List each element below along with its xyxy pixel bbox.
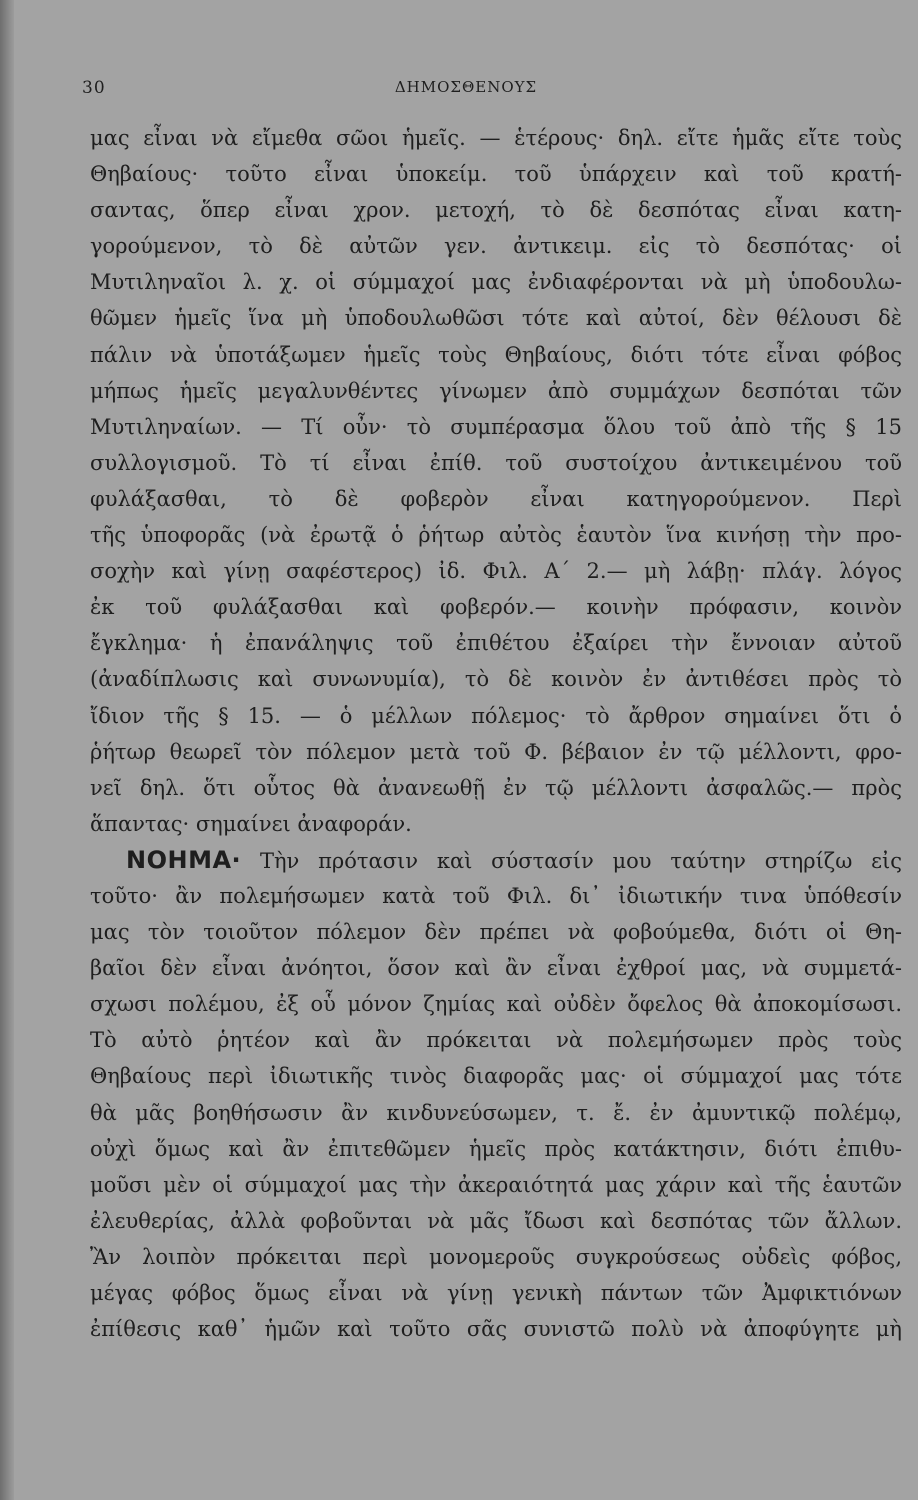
text-line: θῶμεν ἡμεῖς ἵνα μὴ ὑποδουλωθῶσι τότε καὶ αὐτοί, δὲν θέλουσι δὲ [90, 306, 902, 331]
page-header [14, 74, 918, 104]
text-line: Μυτιληναῖοι λ. χ. οἱ σύμμαχοί μας ἐνδιαφέρονται νὰ μὴ ὑποδουλω- [90, 270, 902, 295]
text-line: μας εἶναι νὰ εἴμεθα σῶοι ἡμεῖς. — ἑτέρους· δηλ. εἴτε ἡμᾶς εἴτε τοὺς [90, 126, 902, 150]
text-line: μήπως ἡμεῖς μεγαλυνθέντες γίνωμεν ἀπὸ συμμάχων δεσπόται τῶν [90, 378, 902, 403]
book-page [14, 0, 918, 1500]
text-line: Ἂν λοιπὸν πρόκειται περὶ μονομεροῦς συγκρούσεως οὐδεὶς φόβος, [90, 1244, 902, 1269]
section-heading: ΝΟΗΜΑ· [126, 845, 242, 874]
text-line: ἐκ τοῦ φυλάξασθαι καὶ φοβερόν.— κοινὴν πρόφασιν, κοινὸν [90, 595, 902, 620]
text-line: βαῖοι δὲν εἶναι ἀνόητοι, ὅσον καὶ ἂν εἶναι ἐχθροί μας, νὰ συμμετά- [90, 956, 902, 981]
text-line: Θηβαίους περὶ ἰδιωτικῆς τινὸς διαφορᾶς μας· οἱ σύμμαχοί μας τότε [90, 1064, 902, 1089]
text-line: πάλιν νὰ ὑποτάξωμεν ἡμεῖς τοὺς Θηβαίους, διότι τότε εἶναι φόβος [90, 342, 902, 367]
text-line-with-heading [90, 842, 902, 878]
text-line: τῆς ὑποφορᾶς (νὰ ἐρωτᾷ ὁ ῥήτωρ αὐτὸς ἑαυτὸν ἵνα κινήσῃ τὴν προ- [90, 523, 902, 548]
text-line: οὐχὶ ὅμως καὶ ἂν ἐπιτεθῶμεν ἡμεῖς πρὸς κατάκτησιν, διότι ἐπιθυ- [90, 1136, 902, 1161]
text-line: μέγας φόβος ὅμως εἶναι νὰ γίνῃ γενικὴ πάντων τῶν Ἀμφικτιόνων [90, 1281, 902, 1305]
text-line: ῥήτωρ θεωρεῖ τὸν πόλεμον μετὰ τοῦ Φ. βέβαιον ἐν τῷ μέλλοντι, φρο- [90, 739, 902, 764]
text-line: μοῦσι μὲν οἱ σύμμαχοί μας τὴν ἀκεραιότητά μας χάριν καὶ τῆς ἑαυτῶν [90, 1172, 902, 1197]
text-line: μας τὸν τοιοῦτον πόλεμον δὲν πρέπει νὰ φοβούμεθα, διότι οἱ Θη- [90, 920, 902, 945]
running-title: ΔΗΜΟΣΘΕΝΟΥΣ [394, 78, 538, 96]
text-line: ἔγκλημα· ἡ ἐπανάληψις τοῦ ἐπιθέτου ἐξαίρει τὴν ἔννοιαν αὐτοῦ [90, 631, 902, 656]
text-line: νεῖ δηλ. ὅτι οὗτος θὰ ἀνανεωθῇ ἐν τῷ μέλλοντι ἀσφαλῶς.— πρὸς [90, 775, 902, 800]
text-line: ἐλευθερίας, ἀλλὰ φοβοῦνται νὰ μᾶς ἴδωσι καὶ δεσπότας τῶν ἄλλων. [90, 1208, 902, 1233]
text-line: τοῦτο· ἂν πολεμήσωμεν κατὰ τοῦ Φιλ. δι᾽ ἰδιωτικήν τινα ὑπόθεσίν [90, 883, 902, 908]
text-line: ἴδιον τῆς § 15. — ὁ μέλλων πόλεμος· τὸ ἄρθρον σημαίνει ὅτι ὁ [90, 703, 902, 728]
text-line: Θηβαίους· τοῦτο εἶναι ὑποκείμ. τοῦ ὑπάρχειν καὶ τοῦ κρατή- [90, 162, 902, 187]
text-line: συλλογισμοῦ. Τὸ τί εἶναι ἐπίθ. τοῦ συστοίχου ἀντικειμένου τοῦ [90, 450, 902, 475]
text-line: γορούμενον, τὸ δὲ αὐτῶν γεν. ἀντικειμ. εἰς τὸ δεσπότας· οἱ [90, 234, 902, 259]
text-line: σοχὴν καὶ γίνῃ σαφέστερος) ἰδ. Φιλ. Α΄ 2.— μὴ λάβῃ· πλάγ. λόγος [90, 559, 902, 584]
text-line: Μυτιληναίων. — Τί οὖν· τὸ συμπέρασμα ὅλου τοῦ ἀπὸ τῆς § 15 [90, 414, 902, 439]
text-line: ἅπαντας· σημαίνει ἀναφοράν. [90, 811, 412, 836]
book-spine-shadow [0, 0, 14, 1500]
text-line: Τὸ αὐτὸ ῥητέον καὶ ἂν πρόκειται νὰ πολεμήσωμεν πρὸς τοὺς [90, 1028, 902, 1053]
text-line: θὰ μᾶς βοηθήσωσιν ἂν κινδυνεύσωμεν, τ. ἔ. ἐν ἀμυντικῷ πολέμῳ, [90, 1100, 902, 1125]
text-line: φυλάξασθαι, τὸ δὲ φοβερὸν εἶναι κατηγορούμενον. Περὶ [90, 486, 902, 511]
page-number: 30 [82, 78, 106, 98]
text-line: σχωσι πολέμου, ἐξ οὗ μόνον ζημίας καὶ οὐδὲν ὄφελος θὰ ἀποκομίσωσι. [90, 992, 902, 1017]
body-text [90, 120, 902, 1347]
text-line: σαντας, ὅπερ εἶναι χρον. μετοχή, τὸ δὲ δεσπότας εἶναι κατη- [90, 198, 902, 223]
text-line: ἐπίθεσις καθ᾽ ἡμῶν καὶ τοῦτο σᾶς συνιστῶ πολὺ νὰ ἀποφύγητε μὴ [90, 1317, 902, 1342]
text-line: (ἀναδίπλωσις καὶ συνωνυμία), τὸ δὲ κοινὸν ἐν ἀντιθέσει πρὸς τὸ [90, 667, 902, 692]
text-line: Τὴν πρότασιν καὶ σύστασίν μου ταύτην στηρίζω εἰς [259, 848, 902, 873]
